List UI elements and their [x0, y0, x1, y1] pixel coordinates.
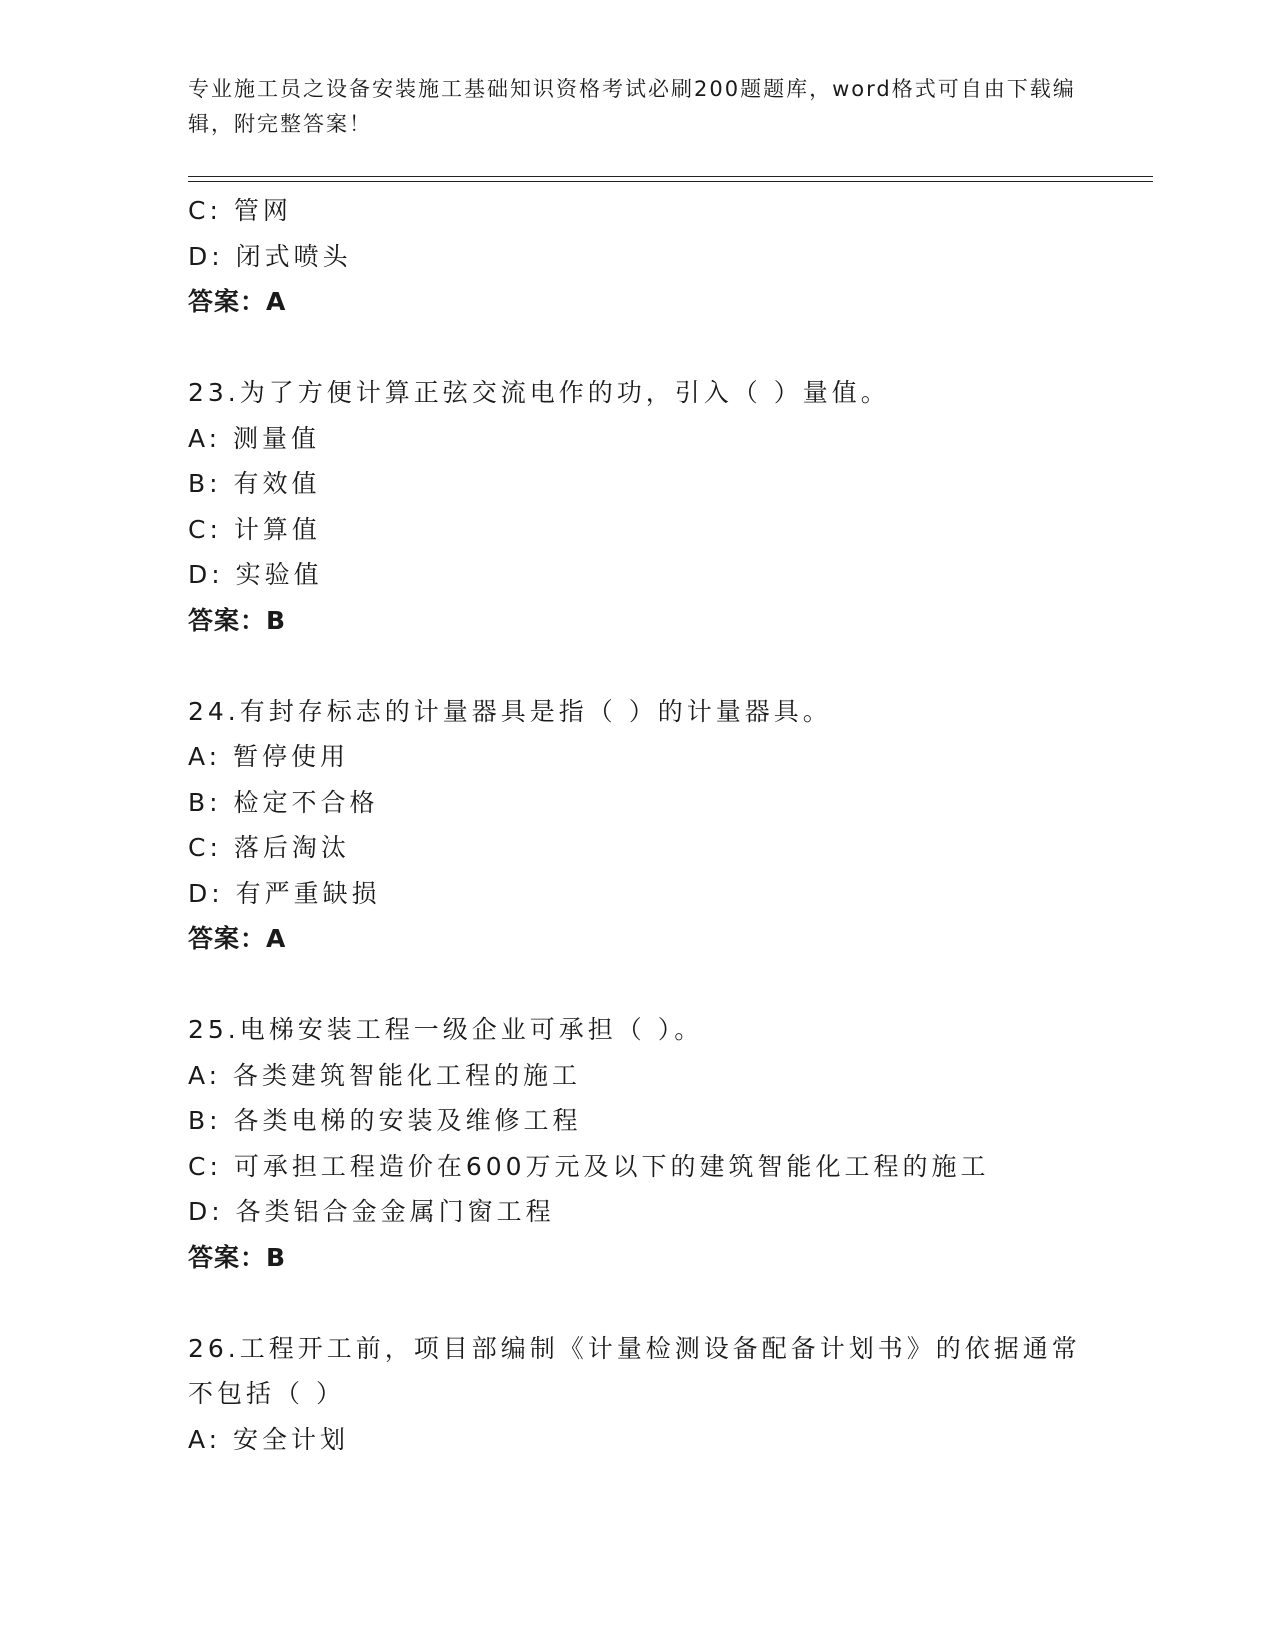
- question-stem: 25.电梯安装工程一级企业可承担（ ）。: [188, 1015, 704, 1044]
- question-25: [188, 1007, 1108, 1280]
- answer-line: 答案：A: [188, 924, 287, 953]
- header-divider-top: [188, 176, 1153, 177]
- question-22-tail: [188, 188, 1108, 325]
- question-stem: 24.有封存标志的计量器具是指（ ）的计量器具。: [188, 696, 832, 726]
- question-stem-line-1: 26.工程开工前，项目部编制《计量检测设备配备计划书》的依据通常: [188, 1333, 1081, 1363]
- option-c: C: 管网: [188, 196, 292, 225]
- option-d: D: 闭式喷头: [188, 241, 352, 271]
- question-stem-line-2: 不包括（ ）: [188, 1379, 345, 1408]
- question-23: [188, 370, 1108, 643]
- option-b: B: 检定不合格: [188, 787, 379, 817]
- option-c: C: 计算值: [188, 514, 321, 544]
- option-a: A: 各类建筑智能化工程的施工: [188, 1060, 582, 1090]
- option-d: D: 各类铝合金金属门窗工程: [188, 1197, 555, 1226]
- question-stem: 23.为了方便计算正弦交流电作的功，引入（ ）量值。: [188, 378, 890, 407]
- header-divider-bottom: [188, 181, 1153, 182]
- option-b: B: 有效值: [188, 469, 321, 498]
- option-d: D: 实验值: [188, 560, 323, 589]
- option-d: D: 有严重缺损: [188, 878, 381, 908]
- document-header: 专业施工员之设备安装施工基础知识资格考试必刷200题题库，word格式可自由下载编辑，附完整答案！: [188, 77, 1076, 136]
- option-a: A: 安全计划: [188, 1424, 350, 1454]
- answer-line: 答案：A: [188, 287, 287, 316]
- answer-line: 答案：B: [188, 605, 287, 635]
- answer-line: 答案：B: [188, 1242, 287, 1272]
- question-24: [188, 689, 1108, 962]
- option-b: B: 各类电梯的安装及维修工程: [188, 1106, 582, 1135]
- question-26: [188, 1326, 1108, 1463]
- question-content: [188, 188, 1108, 1462]
- option-c: C: 可承担工程造价在600万元及以下的建筑智能化工程的施工: [188, 1151, 990, 1181]
- option-a: A: 暂停使用: [188, 742, 350, 771]
- option-c: C: 落后淘汰: [188, 833, 350, 862]
- option-a: A: 测量值: [188, 423, 321, 453]
